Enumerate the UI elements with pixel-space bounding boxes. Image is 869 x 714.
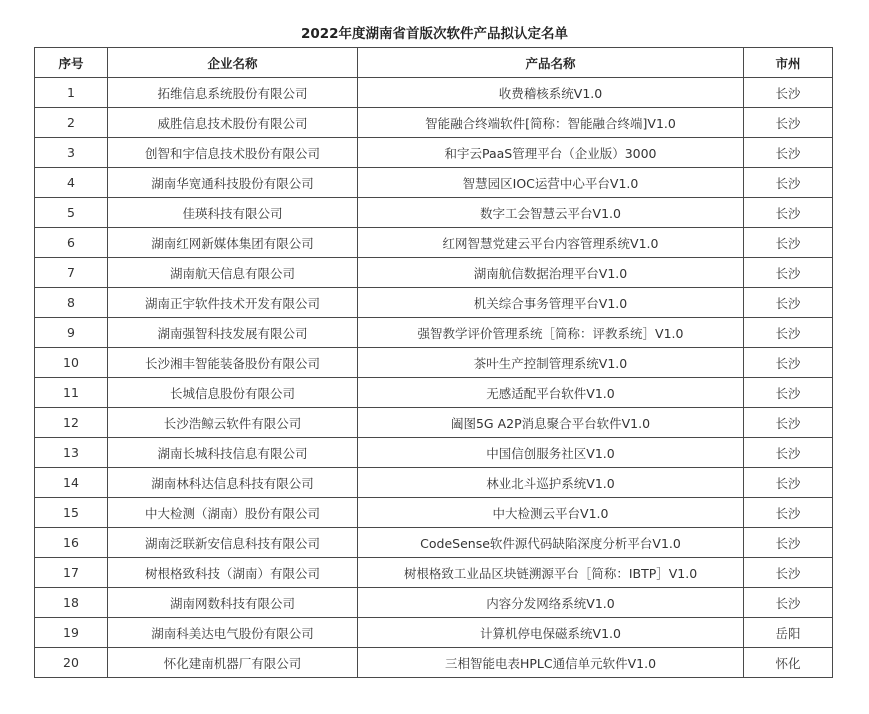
cell-index: 12 xyxy=(35,408,108,438)
table-row xyxy=(35,468,833,498)
cell-city: 长沙 xyxy=(744,348,833,378)
cell-product: 收费稽核系统V1.0 xyxy=(358,78,744,108)
table-row xyxy=(35,498,833,528)
cell-product: 计算机停电保磁系统V1.0 xyxy=(358,618,744,648)
cell-product: 中大检测云平台V1.0 xyxy=(358,498,744,528)
cell-company: 树根格致科技（湖南）有限公司 xyxy=(108,558,358,588)
cell-company: 佳瑛科技有限公司 xyxy=(108,198,358,228)
cell-index: 14 xyxy=(35,468,108,498)
cell-company: 湖南华宽通科技股份有限公司 xyxy=(108,168,358,198)
table-row xyxy=(35,258,833,288)
cell-index: 19 xyxy=(35,618,108,648)
cell-index: 13 xyxy=(35,438,108,468)
cell-company: 长城信息股份有限公司 xyxy=(108,378,358,408)
cell-company: 湖南泛联新安信息科技有限公司 xyxy=(108,528,358,558)
table-row xyxy=(35,108,833,138)
cell-index: 8 xyxy=(35,288,108,318)
table-row xyxy=(35,228,833,258)
table-row xyxy=(35,198,833,228)
cell-company: 怀化建南机器厂有限公司 xyxy=(108,648,358,678)
cell-index: 6 xyxy=(35,228,108,258)
cell-company: 湖南网数科技有限公司 xyxy=(108,588,358,618)
cell-city: 长沙 xyxy=(744,138,833,168)
header-product: 产品名称 xyxy=(358,48,744,78)
cell-index: 18 xyxy=(35,588,108,618)
cell-city: 长沙 xyxy=(744,498,833,528)
cell-company: 长沙湘丰智能装备股份有限公司 xyxy=(108,348,358,378)
cell-index: 20 xyxy=(35,648,108,678)
cell-index: 10 xyxy=(35,348,108,378)
cell-city: 长沙 xyxy=(744,588,833,618)
cell-index: 16 xyxy=(35,528,108,558)
cell-city: 长沙 xyxy=(744,318,833,348)
document-title: 2022年度湖南省首版次软件产品拟认定名单 xyxy=(300,26,569,42)
cell-city: 长沙 xyxy=(744,288,833,318)
table-body xyxy=(35,78,833,678)
cell-index: 9 xyxy=(35,318,108,348)
cell-product: 机关综合事务管理平台V1.0 xyxy=(358,288,744,318)
cell-city: 长沙 xyxy=(744,108,833,138)
header-city: 市州 xyxy=(744,48,833,78)
cell-product: 湖南航信数据治理平台V1.0 xyxy=(358,258,744,288)
cell-product: 红网智慧党建云平台内容管理系统V1.0 xyxy=(358,228,744,258)
cell-city: 长沙 xyxy=(744,438,833,468)
cell-company: 长沙浩鲸云软件有限公司 xyxy=(108,408,358,438)
cell-index: 1 xyxy=(35,78,108,108)
cell-city: 长沙 xyxy=(744,528,833,558)
cell-product: 阖图5G A2P消息聚合平台软件V1.0 xyxy=(358,408,744,438)
cell-product: 和宇云PaaS管理平台（企业版）3000 xyxy=(358,138,744,168)
product-list-table xyxy=(34,47,833,678)
cell-index: 5 xyxy=(35,198,108,228)
table-header-row xyxy=(35,48,833,78)
table-row xyxy=(35,378,833,408)
table-row xyxy=(35,318,833,348)
table-row xyxy=(35,528,833,558)
table-row xyxy=(35,348,833,378)
cell-product: 林业北斗巡护系统V1.0 xyxy=(358,468,744,498)
cell-city: 长沙 xyxy=(744,558,833,588)
cell-city: 长沙 xyxy=(744,258,833,288)
cell-city: 长沙 xyxy=(744,228,833,258)
cell-product: 树根格致工业品区块链溯源平台［简称：IBTP］V1.0 xyxy=(358,558,744,588)
cell-city: 长沙 xyxy=(744,78,833,108)
cell-company: 威胜信息技术股份有限公司 xyxy=(108,108,358,138)
cell-city: 长沙 xyxy=(744,198,833,228)
cell-index: 11 xyxy=(35,378,108,408)
header-index: 序号 xyxy=(35,48,108,78)
cell-city: 岳阳 xyxy=(744,618,833,648)
cell-company: 湖南红网新媒体集团有限公司 xyxy=(108,228,358,258)
cell-product: 无感适配平台软件V1.0 xyxy=(358,378,744,408)
cell-index: 2 xyxy=(35,108,108,138)
cell-company: 湖南长城科技信息有限公司 xyxy=(108,438,358,468)
table-row xyxy=(35,588,833,618)
cell-city: 长沙 xyxy=(744,408,833,438)
cell-company: 湖南正宇软件技术开发有限公司 xyxy=(108,288,358,318)
cell-index: 17 xyxy=(35,558,108,588)
cell-city: 长沙 xyxy=(744,378,833,408)
cell-index: 4 xyxy=(35,168,108,198)
cell-company: 湖南林科达信息科技有限公司 xyxy=(108,468,358,498)
cell-product: 内容分发网络系统V1.0 xyxy=(358,588,744,618)
cell-index: 3 xyxy=(35,138,108,168)
table-row xyxy=(35,648,833,678)
table-row xyxy=(35,438,833,468)
table-row xyxy=(35,78,833,108)
cell-city: 长沙 xyxy=(744,168,833,198)
cell-company: 湖南科美达电气股份有限公司 xyxy=(108,618,358,648)
cell-index: 7 xyxy=(35,258,108,288)
header-company: 企业名称 xyxy=(108,48,358,78)
cell-city: 怀化 xyxy=(744,648,833,678)
cell-index: 15 xyxy=(35,498,108,528)
table-row xyxy=(35,558,833,588)
cell-product: 三相智能电表HPLC通信单元软件V1.0 xyxy=(358,648,744,678)
cell-company: 中大检测（湖南）股份有限公司 xyxy=(108,498,358,528)
cell-product: 强智教学评价管理系统［简称：评教系统］V1.0 xyxy=(358,318,744,348)
cell-product: 中国信创服务社区V1.0 xyxy=(358,438,744,468)
table-row xyxy=(35,618,833,648)
cell-company: 创智和宇信息技术股份有限公司 xyxy=(108,138,358,168)
cell-product: 智慧园区IOC运营中心平台V1.0 xyxy=(358,168,744,198)
cell-company: 湖南航天信息有限公司 xyxy=(108,258,358,288)
cell-product: CodeSense软件源代码缺陷深度分析平台V1.0 xyxy=(358,528,744,558)
cell-company: 湖南强智科技发展有限公司 xyxy=(108,318,358,348)
cell-product: 数字工会智慧云平台V1.0 xyxy=(358,198,744,228)
cell-company: 拓维信息系统股份有限公司 xyxy=(108,78,358,108)
table-row xyxy=(35,288,833,318)
cell-product: 茶叶生产控制管理系统V1.0 xyxy=(358,348,744,378)
table-row xyxy=(35,408,833,438)
table-row xyxy=(35,138,833,168)
cell-city: 长沙 xyxy=(744,468,833,498)
table-row xyxy=(35,168,833,198)
cell-product: 智能融合终端软件[简称：智能融合终端]V1.0 xyxy=(358,108,744,138)
